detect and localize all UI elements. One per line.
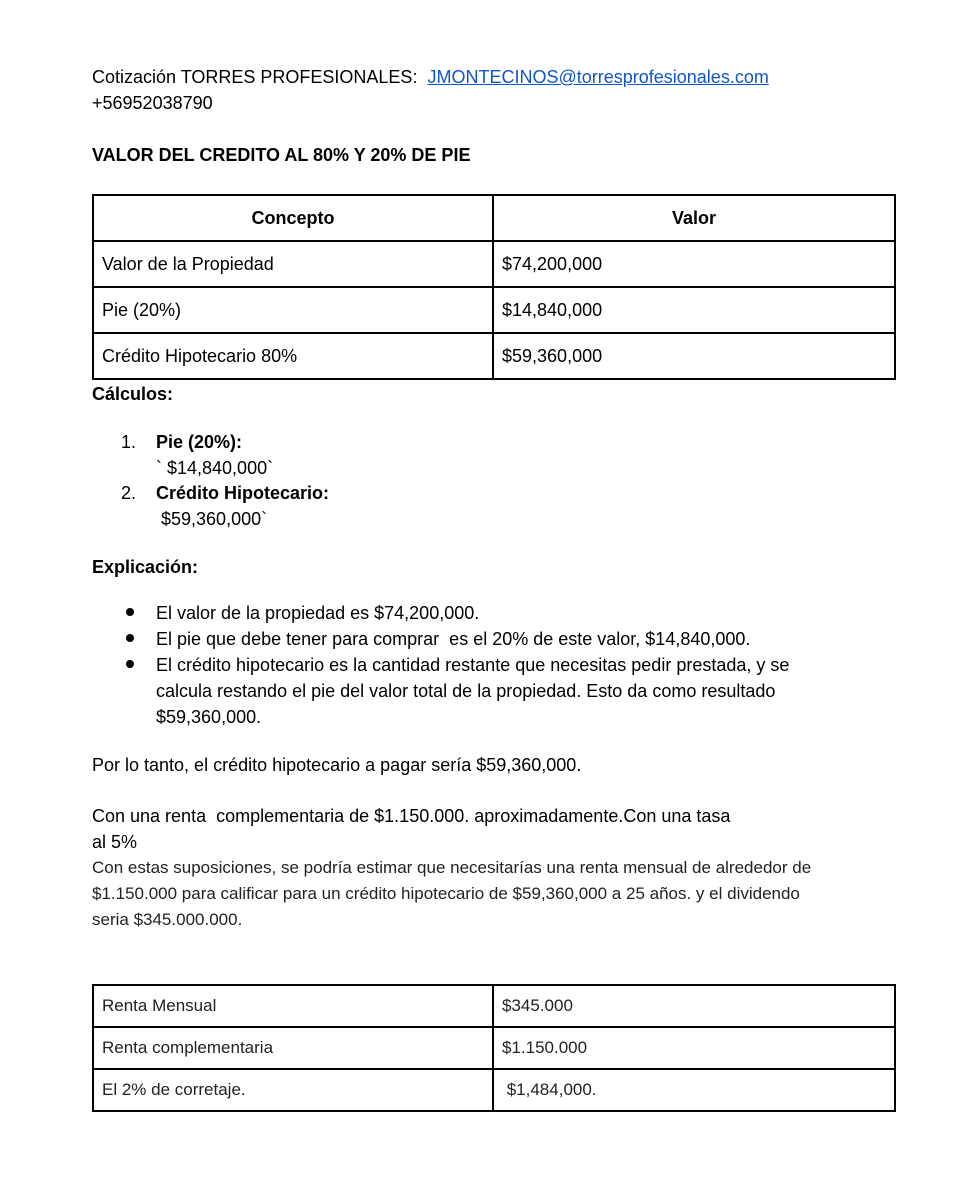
cell-valor: $14,840,000 <box>493 287 895 333</box>
cell-concepto: Renta Mensual <box>93 985 493 1027</box>
credit-table <box>92 194 896 380</box>
list-item-value: $59,360,000` <box>156 509 268 529</box>
bullet-icon <box>126 634 134 642</box>
quote-header-line <box>92 64 769 90</box>
table-row <box>93 1069 895 1111</box>
renta-text-line: al 5% <box>92 832 138 852</box>
phone-number: +56952038790 <box>92 93 213 113</box>
suposiciones-line: seria $345.000.000. <box>92 910 243 929</box>
table-row <box>93 241 895 287</box>
bullet-text: El pie que debe tener para comprar es el 20% de este valor, $14,840,000. <box>156 629 751 649</box>
bullet-text: El crédito hipotecario es la cantidad restante que necesitas pedir prestada, y se <box>156 655 790 675</box>
section-title: VALOR DEL CREDITO AL 80% Y 20% DE PIE <box>92 145 471 165</box>
suposiciones-line: Con estas suposiciones, se podría estimar que necesitarías una renta mensual de alrededor de <box>92 858 812 877</box>
column-header-concepto: Concepto <box>93 195 493 241</box>
conclusion-text: Por lo tanto, el crédito hipotecario a pagar sería $59,360,000. <box>92 755 582 775</box>
list-item-label: Pie (20%): <box>156 432 243 452</box>
table-row <box>93 1027 895 1069</box>
cell-concepto: El 2% de corretaje. <box>93 1069 493 1111</box>
email-link[interactable]: JMONTECINOS@torresprofesionales.com <box>427 67 769 87</box>
cell-concepto: Valor de la Propiedad <box>93 241 493 287</box>
cell-concepto: Renta complementaria <box>93 1027 493 1069</box>
quote-label: Cotización TORRES PROFESIONALES: <box>92 67 418 87</box>
cell-concepto: Crédito Hipotecario 80% <box>93 333 493 379</box>
bullet-text: calcula restando el pie del valor total de la propiedad. Esto da como resultado <box>156 681 776 701</box>
renta-table <box>92 984 896 1112</box>
list-item-value: ` $14,840,000` <box>156 458 274 478</box>
explicacion-title: Explicación: <box>92 557 199 577</box>
table-row <box>93 985 895 1027</box>
table-header-row <box>93 195 895 241</box>
list-number: 2. <box>120 483 136 503</box>
cell-valor: $345.000 <box>493 985 895 1027</box>
cell-valor: $74,200,000 <box>493 241 895 287</box>
bullet-icon <box>126 608 134 616</box>
suposiciones-line: $1.150.000 para calificar para un crédito hipotecario de $59,360,000 a 25 años. y el dividendo <box>92 884 800 903</box>
renta-text-line: Con una renta complementaria de $1.150.000. aproximadamente.Con una tasa <box>92 806 731 826</box>
table-row <box>93 287 895 333</box>
column-header-valor: Valor <box>493 195 895 241</box>
bullet-text: $59,360,000. <box>156 707 262 727</box>
calculos-title: Cálculos: <box>92 384 174 404</box>
list-number: 1. <box>120 432 136 452</box>
cell-concepto: Pie (20%) <box>93 287 493 333</box>
cell-valor: $59,360,000 <box>493 333 895 379</box>
cell-valor: $1.150.000 <box>493 1027 895 1069</box>
table-row <box>93 333 895 379</box>
cell-valor: $1,484,000. <box>493 1069 895 1111</box>
list-item-label: Crédito Hipotecario: <box>156 483 330 503</box>
bullet-text: El valor de la propiedad es $74,200,000. <box>156 603 480 623</box>
bullet-icon <box>126 660 134 668</box>
